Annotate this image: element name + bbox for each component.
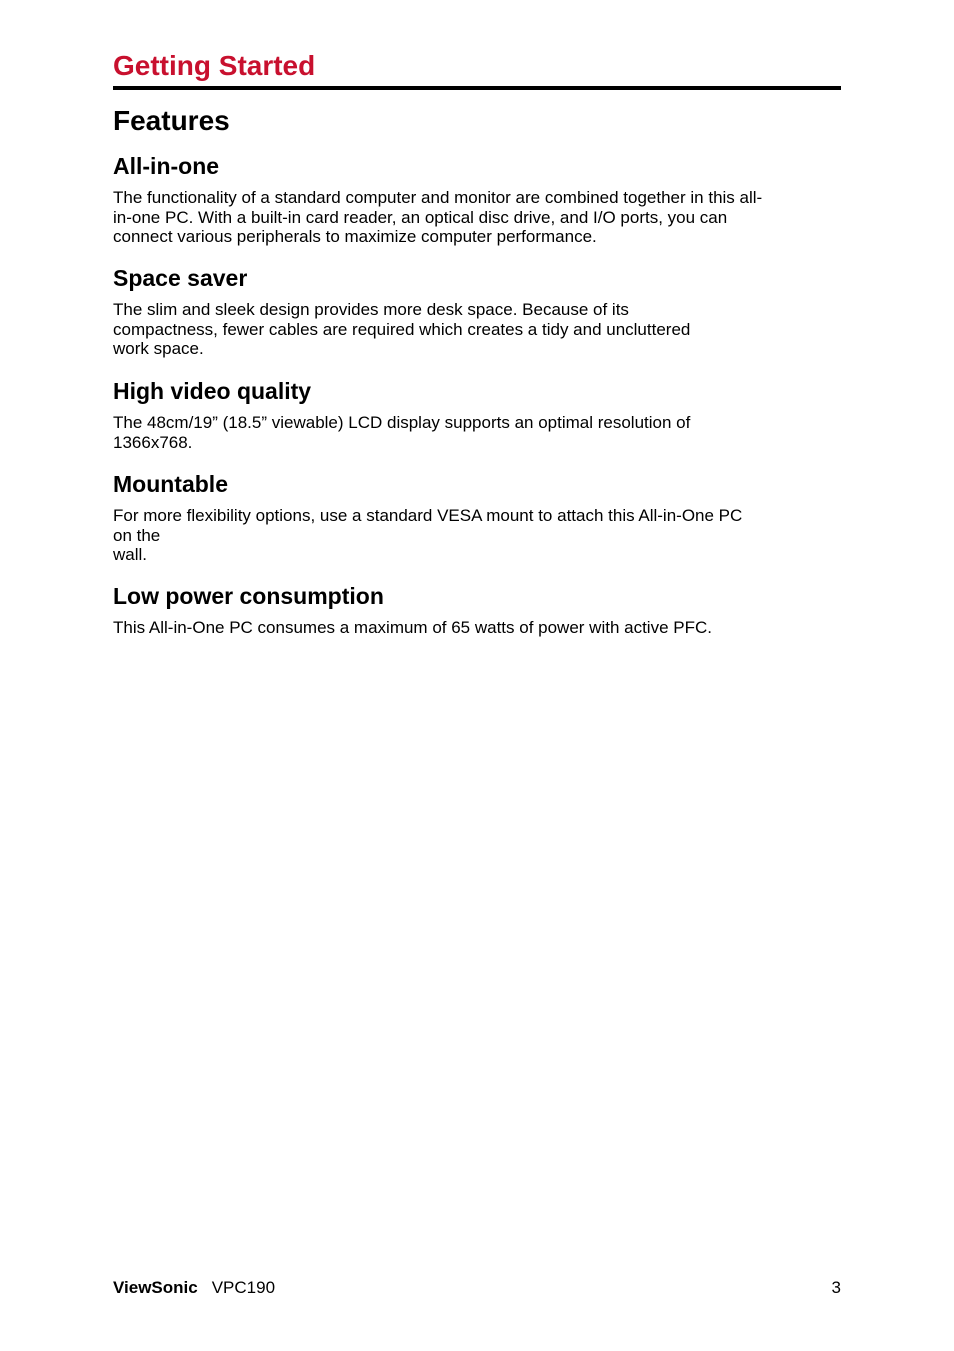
page-number: 3 xyxy=(831,1278,841,1297)
feature-mountable xyxy=(113,470,841,565)
description-line: The functionality of a standard computer and monitor are combined together in this all- xyxy=(113,188,763,207)
feature-space-saver xyxy=(113,264,841,359)
description-line: compactness, fewer cables are required which creates a tidy and uncluttered xyxy=(113,319,691,339)
feature-description xyxy=(113,413,841,452)
page-heading: Features xyxy=(113,105,230,136)
description-line: For more flexibility options, use a standard VESA mount to attach this All-in-One PC xyxy=(113,506,743,525)
feature-title: All-in-one xyxy=(113,153,220,179)
feature-title: Low power consumption xyxy=(113,583,384,609)
description-line: work space. xyxy=(113,339,204,358)
description-line: wall. xyxy=(113,545,148,564)
page-footer xyxy=(113,1277,841,1299)
feature-description xyxy=(113,506,841,565)
header-divider xyxy=(113,86,841,90)
feature-description xyxy=(113,618,841,638)
feature-description xyxy=(113,300,841,359)
feature-title: High video quality xyxy=(113,378,312,404)
description-line: The 48cm/19” (18.5” viewable) LCD display supports an optimal resolution of xyxy=(113,413,691,432)
footer-brand: ViewSonic xyxy=(113,1278,198,1297)
feature-low-power-consumption xyxy=(113,582,841,638)
feature-title: Space saver xyxy=(113,265,248,291)
feature-title: Mountable xyxy=(113,471,228,497)
feature-description xyxy=(113,188,841,247)
description-line: 1366x768. xyxy=(113,432,193,452)
description-line: in-one PC. With a built-in card reader, an optical disc drive, and I/O ports, you can xyxy=(113,207,728,227)
description-line: on the xyxy=(113,525,161,545)
description-line: connect various peripherals to maximize computer performance. xyxy=(113,227,597,246)
description-line: The slim and sleek design provides more desk space. Because of its xyxy=(113,300,629,319)
footer-model: VPC190 xyxy=(211,1278,276,1297)
description-line: This All-in-One PC consumes a maximum of 65 watts of power with active PFC. xyxy=(113,618,712,637)
feature-all-in-one xyxy=(113,152,841,247)
feature-high-video-quality xyxy=(113,377,841,452)
section-title: Getting Started xyxy=(113,50,316,81)
